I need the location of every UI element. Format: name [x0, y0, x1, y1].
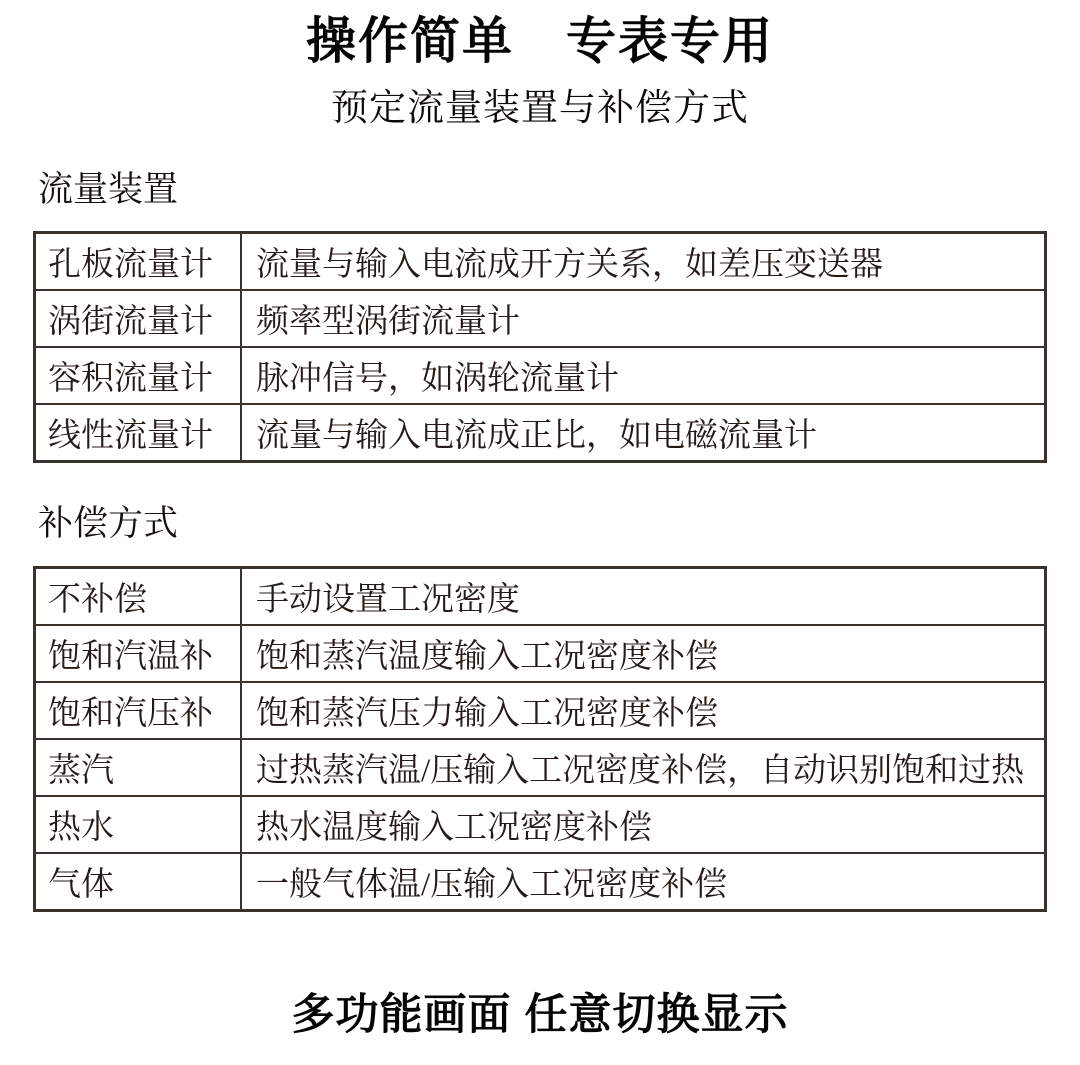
row-description: 脉冲信号，如涡轮流量计 [241, 347, 1046, 404]
table-row [35, 290, 1046, 347]
table-row [35, 853, 1046, 911]
table-row [35, 625, 1046, 682]
table-row [35, 739, 1046, 796]
row-label: 容积流量计 [35, 347, 242, 404]
row-label: 线性流量计 [35, 404, 242, 462]
row-description: 手动设置工况密度 [241, 567, 1046, 625]
row-label: 蒸汽 [35, 739, 242, 796]
section-flow-devices [0, 171, 1080, 464]
table-row [35, 567, 1046, 625]
section-heading-flow-devices: 流量装置 [38, 169, 179, 209]
row-label: 涡街流量计 [35, 290, 242, 347]
table-row [35, 796, 1046, 853]
flow-devices-table [33, 231, 1047, 463]
row-label: 不补偿 [35, 567, 242, 625]
row-description: 饱和蒸汽压力输入工况密度补偿 [241, 682, 1046, 739]
table-row [35, 233, 1046, 291]
row-label: 饱和汽压补 [35, 682, 242, 739]
row-description: 流量与输入电流成开方关系，如差压变送器 [241, 233, 1046, 291]
flow-devices-table-body [35, 233, 1046, 462]
row-description: 热水温度输入工况密度补偿 [241, 796, 1046, 853]
table-row [35, 347, 1046, 404]
row-description: 频率型涡街流量计 [241, 290, 1046, 347]
row-description: 过热蒸汽温/压输入工况密度补偿，自动识别饱和过热 [241, 739, 1046, 796]
table-row [35, 404, 1046, 462]
compensation-modes-table-body [35, 567, 1046, 910]
row-description: 一般气体温/压输入工况密度补偿 [241, 853, 1046, 911]
row-label: 热水 [35, 796, 242, 853]
section-compensation-modes [0, 505, 1080, 912]
page-title: 操作简单 专表专用 [306, 13, 774, 69]
compensation-modes-table [33, 566, 1047, 912]
page-subtitle: 预定流量装置与补偿方式 [331, 87, 749, 128]
row-description: 饱和蒸汽温度输入工况密度补偿 [241, 625, 1046, 682]
document-page [0, 14, 1080, 1065]
row-label: 气体 [35, 853, 242, 911]
table-row [35, 682, 1046, 739]
section-heading-compensation-modes: 补偿方式 [38, 504, 179, 544]
footer-title: 多功能画面 任意切换显示 [291, 990, 789, 1039]
row-label: 饱和汽温补 [35, 625, 242, 682]
row-label: 孔板流量计 [35, 233, 242, 291]
row-description: 流量与输入电流成正比，如电磁流量计 [241, 404, 1046, 462]
